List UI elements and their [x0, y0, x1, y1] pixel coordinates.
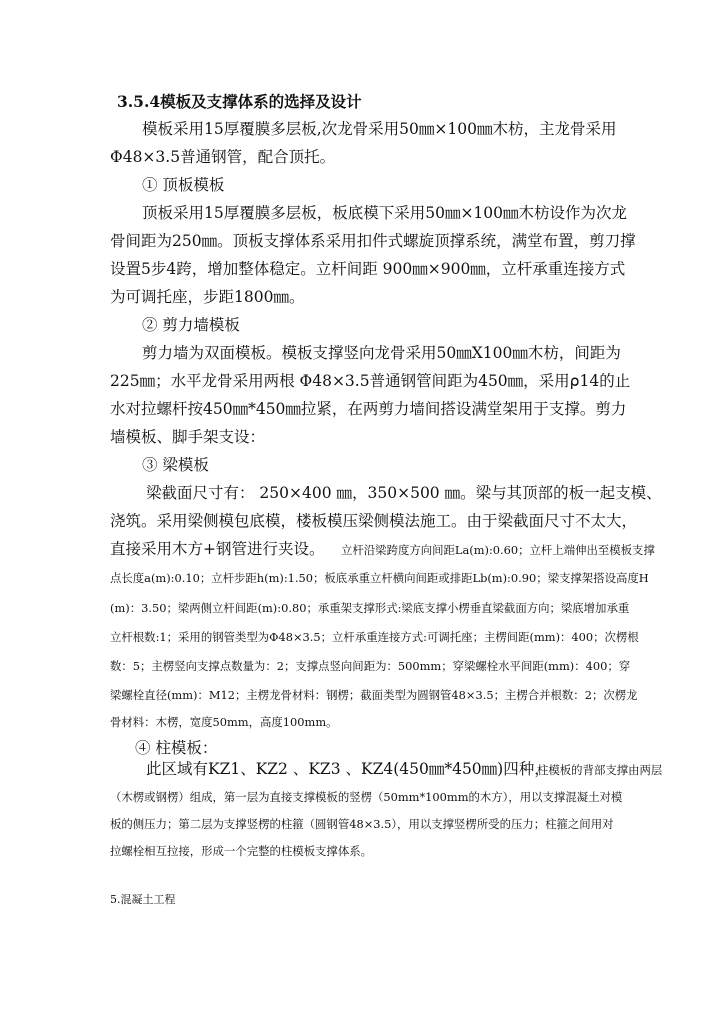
paragraph-line-small: 数：5；主楞竖向支撑点数量为：2；支撑点竖向间距为：500mm；穿梁螺栓水平间距(mm)：400；穿	[110, 659, 631, 673]
paragraph-line: Φ48×3.5普通钢管，配合顶托。	[110, 148, 336, 166]
paragraph-line-small: 立杆根数:1；采用的钢管类型为Φ48×3.5；立杆承重连接方式:可调托座；主楞间距(mm)：400；次楞根	[110, 630, 639, 644]
paragraph-line: 为可调托座，步距1800㎜。	[110, 288, 305, 306]
paragraph-line: 模板采用15厚覆膜多层板,次龙骨采用50㎜×100㎜木枋，主龙骨采用	[142, 120, 617, 138]
paragraph-line: 此区域有KZ1、KZ2 、KZ3 、KZ4(450㎜*450㎜)四种，	[146, 760, 550, 778]
paragraph-line: 墙模板、脚手架支设：	[110, 428, 266, 446]
subheading-column-formwork: ④ 柱模板：	[135, 739, 218, 757]
paragraph-line-small: 板的侧压力；第二层为支撑竖楞的柱箍（圆钢管48×3.5），用以支撑竖楞所受的压力；柱箍之间用对	[110, 817, 614, 831]
paragraph-line-small: 柱模板的背部支撑由两层	[537, 763, 663, 777]
paragraph-line: 直接采用木方+钢管进行夹设。	[110, 540, 325, 558]
subheading-roof-formwork: ① 顶板模板	[142, 176, 225, 194]
paragraph-line: 225㎜；水平龙骨采用两根 Φ48×3.5普通钢管间距为450㎜，采用⍴14的止	[110, 372, 631, 390]
paragraph-line: 设置5步4跨，增加整体稳定。立杆间距 900㎜×900㎜，立杆承重连接方式	[110, 260, 626, 278]
section-heading: 3.5.4模板及支撑体系的选择及设计	[117, 92, 362, 111]
next-section-heading: 5.混凝土工程	[110, 893, 176, 906]
subheading-beam-formwork: ③ 梁模板	[142, 456, 209, 474]
paragraph-line: 骨间距为250㎜。顶板支撑体系采用扣件式螺旋顶撑系统，满堂布置，剪刀撑	[110, 232, 636, 250]
paragraph-line: 剪力墙为双面模板。模板支撑竖向龙骨采用50㎜X100㎜木枋，间距为	[142, 344, 621, 362]
paragraph-line-small: 立杆沿梁跨度方向间距La(m):0.60；立杆上端伸出至模板支撑	[341, 543, 655, 557]
paragraph-line-small: 拉螺栓相互拉接，形成一个完整的柱模板支撑体系。	[110, 844, 372, 858]
paragraph-line: 水对拉螺杆按450㎜*450㎜拉紧，在两剪力墙间搭设满堂架用于支撑。剪力	[110, 400, 627, 418]
paragraph-line-small: (m)：3.50；梁两侧立杆间距(m):0.80；承重架支撑形式:梁底支撑小楞垂直梁截面方向；梁底增加承重	[110, 601, 630, 615]
paragraph-line: 梁截面尺寸有： 250×400 ㎜，350×500 ㎜。梁与其顶部的板一起支模、	[146, 484, 662, 502]
paragraph-line-small: 骨材料：木楞，宽度50mm，高度100mm。	[110, 715, 338, 729]
paragraph-line: 浇筑。采用梁侧模包底模，楼板模压梁侧模法施工。由于梁截面尺寸不太大，	[110, 512, 638, 530]
paragraph-line-small: （木楞或钢楞）组成，第一层为直接支撑模板的竖楞（50mm*100mm的木方），用以支撑混凝土对模	[110, 790, 623, 804]
paragraph-line: 顶板采用15厚覆膜多层板，板底模下采用50㎜×100㎜木枋设作为次龙	[142, 204, 628, 222]
paragraph-line-small: 点长度a(m):0.10；立杆步距h(m):1.50；板底承重立杆横向间距或排距Lb(m):0.90；梁支撑架搭设高度H	[110, 571, 649, 585]
subheading-shear-wall-formwork: ② 剪力墙模板	[142, 316, 240, 334]
paragraph-line-small: 梁螺栓直径(mm)：M12；主楞龙骨材料：钢楞；截面类型为圆钢管48×3.5；主楞合并根数：2；次楞龙	[110, 688, 638, 702]
